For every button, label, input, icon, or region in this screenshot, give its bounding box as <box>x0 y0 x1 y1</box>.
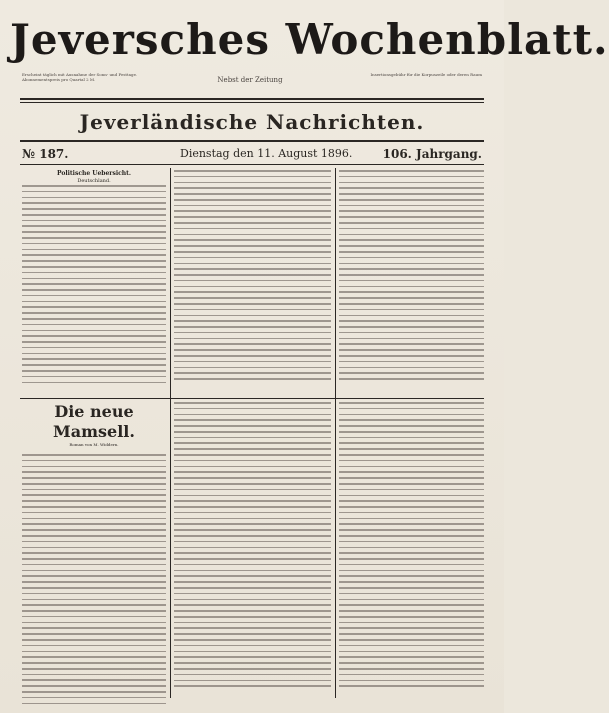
issue-date: Dienstag den 11. August 1896. <box>180 147 353 160</box>
section-heading: Politische Uebersicht. <box>56 170 132 177</box>
feuilleton-rule <box>20 398 484 399</box>
feuilleton-text-2 <box>174 402 331 687</box>
feuilleton-text-3 <box>339 402 484 687</box>
column-2-news <box>174 170 331 394</box>
masthead-center-note: Nebst der Zeitung <box>217 76 283 84</box>
issue-year: 106. Jahrgang. <box>382 147 482 161</box>
feuilleton-author: Roman von M. Widdern. <box>69 442 119 447</box>
masthead-right-note: Insertionsgebühr für die Korpuszeile oder deren Raum <box>370 72 482 77</box>
column-1-text <box>22 185 166 383</box>
column-1-feuilleton <box>22 402 166 702</box>
column-rule-1 <box>170 168 171 698</box>
column-rule-2 <box>335 168 336 698</box>
column-2-feuilleton <box>174 402 331 702</box>
date-rule <box>20 164 484 165</box>
column-3-feuilleton <box>339 402 484 702</box>
supplement-title: Jeverländische Nachrichten. <box>79 110 425 134</box>
masthead-title: Jeversches Wochenblatt. <box>10 15 609 64</box>
top-rule-thin <box>20 102 484 103</box>
column-3-text <box>339 170 484 380</box>
feuilleton-title: Die neue Mamsell. <box>53 402 135 441</box>
section-subheading: Deutschland. <box>77 178 111 184</box>
masthead-left-note: Erscheint täglich mit Ausnahme der Sonn- und Festtage. Abonnementspreis pro Quartal 2 M. <box>22 72 138 82</box>
mid-rule <box>20 140 484 142</box>
top-rule <box>20 98 484 100</box>
column-3-news <box>339 170 484 394</box>
feuilleton-text-1 <box>22 454 166 704</box>
issue-number: № 187. <box>22 147 69 161</box>
column-1-news <box>22 170 166 394</box>
column-2-text <box>174 170 331 380</box>
